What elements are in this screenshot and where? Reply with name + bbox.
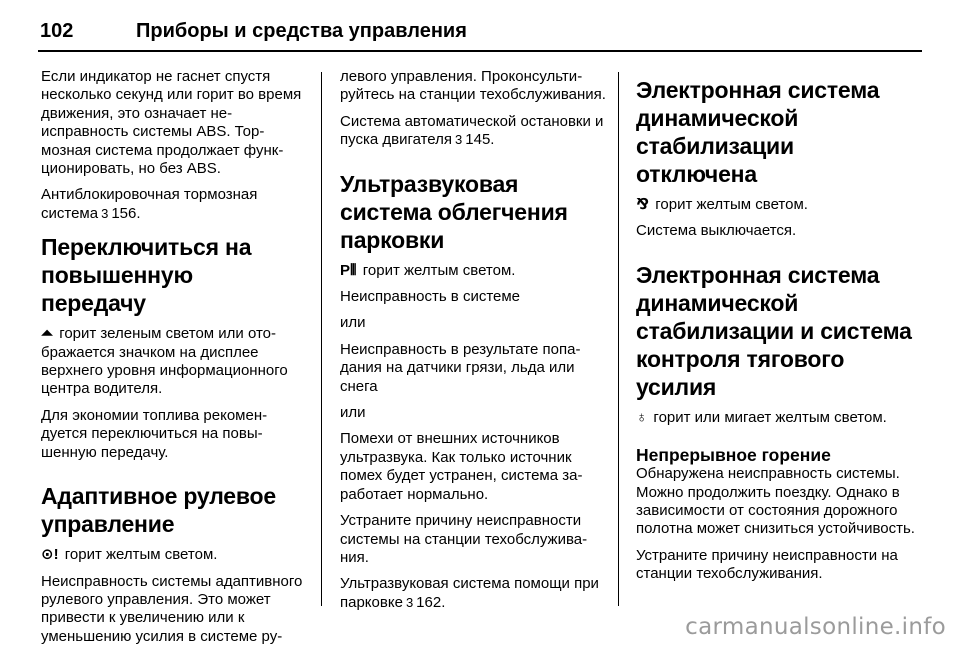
esc-off-indicator: ⅋ горит желтым светом. — [636, 196, 808, 213]
parking-or-2: или — [340, 404, 366, 422]
column-divider — [618, 72, 619, 606]
parking-or-1: или — [340, 314, 366, 332]
start-stop-reference: Система автоматической остановки и пуска двигателя 3 145. — [340, 112, 604, 149]
column-1 — [41, 68, 303, 654]
column-divider — [321, 72, 322, 606]
parking-reference: Ультразвуковая система помощи при парковке 3 162. — [340, 575, 599, 611]
upshift-icon: ⏶ — [41, 325, 54, 343]
heading-upshift: Переключиться на повышенную передачу — [41, 234, 252, 317]
header-title: Приборы и средства управления — [136, 20, 467, 42]
parking-fault-3: Помехи от внешних источников ультразвука. Как только источник помех будет устранен, система заработает нормально. — [340, 430, 583, 503]
page-ref-number: 162. — [416, 593, 446, 611]
esc-indicator: ♁ горит или мигает желтым светом. — [636, 408, 887, 426]
steering-continued-paragraph: левого управления. Проконсультируйтесь на станции техобслуживания. — [340, 68, 606, 104]
parking-fix: Устраните причину неисправности системы на станции техобслуживания. — [340, 512, 588, 566]
parking-fault-2: Неисправность в результате попадания на датчики грязи, льда или снега — [340, 340, 581, 395]
page-ref-number: 145. — [465, 131, 495, 149]
page-ref-arrow-icon: 3 — [405, 594, 414, 610]
parking-assist-icon: P⦀ — [340, 261, 357, 279]
parking-indicator-paragraph: P⦀ горит желтым светом. — [340, 261, 516, 279]
page-header — [38, 12, 922, 52]
esc-fault-paragraph: Обнаружена неисправность системы. Можно продолжить поездку. Однако в зависимости от состояния дорожного полотна может снизиться устойчивость. — [636, 465, 915, 538]
page-ref-arrow-icon: 3 — [101, 205, 109, 221]
heading-parking-assist: Ультразвуковая система облегчения парковки — [340, 170, 568, 253]
heading-continuous-light: Непрерывное горение — [636, 445, 831, 466]
page-number: 102 — [40, 20, 74, 42]
steering-indicator-paragraph: ⊙! горит желтым светом. — [41, 546, 218, 564]
heading-adaptive-steering: Адаптивное рулевое управление — [41, 483, 276, 538]
upshift-paragraph: ⏶ горит зеленым светом или отображается значком на дисплее верхнего уровня информационного центра водителя. — [41, 325, 288, 398]
esc-off-icon: ⅋ — [636, 196, 650, 213]
watermark: carmanualsonline.info — [685, 614, 946, 640]
heading-esc-off: Электронная система динамической стабилизации отключена — [636, 77, 880, 187]
esc-icon: ♁ — [636, 408, 648, 426]
page-ref-arrow-icon: 3 — [455, 132, 463, 148]
esc-off-status: Система выключается. — [636, 222, 797, 240]
column-3 — [636, 68, 916, 592]
upshift-advice: Для экономии топлива рекомендуется переключиться на повышенную передачу. — [41, 406, 268, 461]
esc-fix-paragraph: Устраните причину неисправности на станции техобслуживания. — [636, 546, 898, 583]
parking-fault-1: Неисправность в системе — [340, 288, 521, 306]
abs-reference: Антиблокировочная тормозная система 3 156. — [41, 186, 258, 222]
column-2 — [340, 68, 608, 620]
heading-esc-tc: Электронная система динамической стабилизации и система контроля тягового усилия — [636, 261, 912, 400]
abs-paragraph: Если индикатор не гаснет спустя несколько секунд или горит во время движения, это означает неисправность системы ABS. Тормозная система продолжает функционировать, но без ABS. — [41, 68, 302, 178]
page-ref-number: 156. — [111, 204, 141, 222]
steering-fault-paragraph: Неисправность системы адаптивного рулевого управления. Это может привести к увеличению или к уменьшению усилия в системе ру- — [41, 572, 303, 645]
steering-warning-icon: ⊙! — [41, 546, 59, 564]
